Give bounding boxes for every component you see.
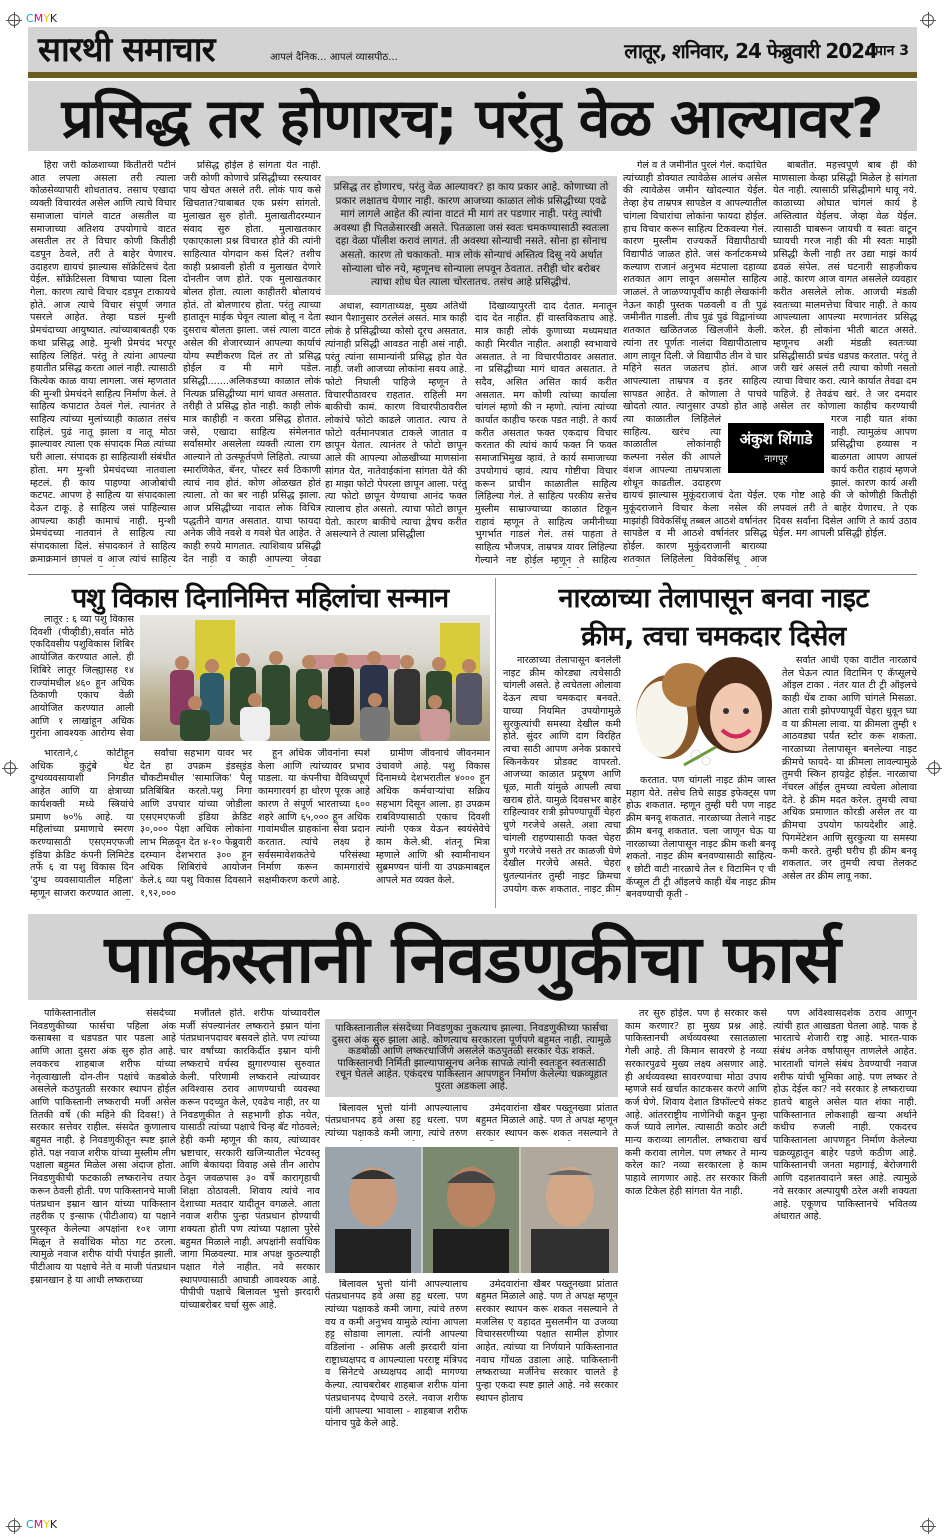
article4-column [625,1008,767,1516]
cmyk-k: K [49,12,58,25]
article-text: लातूर : ६ व्या पशु विकास दिवशी (पीव्हीडी),सर्वात मोठे एकदिवसीय पशुविकास शिबिर आयोजित करण्यात आले. ही शिबिरे लातूर जिल्ह्यासह १४ राज्यांमधील ४६० हून अधिक ठिकाणी एकाच वेळी आयोजित करण्यात आली आणि १ लाखांहून अधिक गुरांना आवश्यक आरोग्य सेवा [30,614,134,740]
article2-column [140,748,252,900]
article-text: भारताने,८ कोटीहून अधिक कुटुंबे थेट दुग्धव्यवसायाशी निगडीत आहेत आणि या क्षेत्राच्या कार्यशक्ती मध्ये स्त्रियांचे प्रमाण ७०% आहे. या महिलांच्या प्रमाणाचे स्मरण करण्यासाठी एसएमएफजी इंडिया क्रेडिट कंपनी लिमिटेड तर्फे ६ वा पशु विकास दिन 'दुग्ध व्यवसायातील महिला' म्हणून साजरा करण्यात आला. [30,748,134,899]
newspaper-logo: सारथी समाचार [38,30,215,70]
pakistan-leaders-photo [325,1147,618,1273]
issue-date: लातूर, शनिवार, 24 फेब्रुवारी 2024 [624,39,877,63]
article-text: अधाश, स्वागताध्यक्ष, मुख्य अतिथी स्थान पैशानुसार ठरलेलं असतं. मात्र काही लोकं हे प्रसिद्धीच्या कोसो दूरच असतात. त्यांनाही प्रसिद्धी आवडत नाही असं नाही. परंतु त्यांना सामान्यांनी प्रसिद्ध होत येत नाही. जशी आजच्या लोकांना सवय आहे. फोटो निघाली पाहिजे म्हणून ते विचारपीठावरच राहतात. राहिली मग बाकीची कामं. कारण विचारपीठावरील लोकांचे फोटो काढले जातात. त्याच ते फोटो वर्तमानपत्रात टाकले जातात व छापून येतात. त्यानंतर ते फोटो छापून आले की आपल्या ओळखीच्या माणसांना सांगत येत, नातेवाईकांना सांगता येते की हा माझा फोटो पेपरला छापून आला. परंतु त्या फोटो छापून येण्याचा आनंद फक्त त्यालाच होत असतो. त्याचा फोटो छापून येतो. कारण बाकीचे त्याचा द्वेषच करीत असल्याने ते त्याला प्रसिद्धीला [325,300,467,541]
masthead-divider [28,72,917,78]
article1-column [623,160,767,567]
article2-column [258,748,370,900]
article4-column [180,1008,320,1516]
article4-center-columns-bottom [325,1279,618,1517]
article-text: प्रसिद्ध होईल हे सांगता येत नाही. जरी कोणी कोणाचे प्रसिद्धीच्या रस्त्यावर पाय खेचत असले तरी. लोकं पाय कसे खिचतात?याबाबत एक प्रसंग सांगतो. मुलाखत सुरु होती. मुलाखतीदरम्यान संवाद सुरु होता. मुलाखतकार एकाएकाला प्रश्न विचारत होते की त्यांनी साहित्यात योगदान कसं दिलं? तशीच काही प्रश्नावली होती व मुलाखत देणारे दोनतीन जण होते. एक मुलाखतकार बोलत होता. त्याला काहीतरी बोलायचं होतं. तो बोलणारच होता. परंतु त्याच्या हातातून माईक घेवून त्याला बोलू न देता दुसराच बोलता झाला. जसं त्याला वाटत असेल की शेजारच्यानं आपल्या कार्याचं योग्य स्पष्टीकरण दिलं तर तो प्रसिद्ध होईल व मी मागे पडेल. प्रसिद्धी.......अलिकडच्या काळात लोकं नित्यक्र प्रसिद्धीच्या मागं धावत असतात. तरीही ते प्रसिद्ध होत नाही. काही लोकं मात्र काहीही न करता प्रसिद्ध होतात. जसे, एखादा साहित्य संमेलनात सर्वांसमोर असलेला व्यक्ती त्याला राग आल्याने तो उत्स्फूर्तपणे लिहितो. त्याच्या स्मारणिकेत, बॅनर, पोस्टर सर्व ठिकाणी त्याचं नाव होतं. कोण ओळखत होतं त्याला. तो का बर नाही प्रसिद्ध झाला. आज प्रसिद्धीच्या नादात लोक विचित्र पद्धतीने वागत असतात. याचा फायदा अनेक जीवे नवशे व गवशे घेत आहेत. ते काही रुपये मागतात. त्याशिवाय प्रसिद्धी देत नाही व काही आपल्या जेवढा [183,160,321,565]
article4-column [476,1103,619,1141]
tagline: आपलं दैनिक... आपलं व्यासपीठ... [270,52,398,63]
article4-column [325,1103,468,1141]
article-text: पण अविश्वासदर्शक ठराव आणून त्यांची हात आखडता घेतला आहे. पाक हे भारताचे शेजारी राष्ट्र आहे. भारत-पाक संबंध अनेक वर्षांपासून ताणलेले आहेत. भारताशी चांगले संबंध ठेवण्याची नवाज शरीफ यांची भूमिका आहे. पण लष्कर ते होऊ देईल का? नवे सरकार हे लष्कराच्या हातचे बाहुले असेल यात शंका नाही. पाकिस्तानात लोकशाही खऱ्या अर्थाने कधीच रुजली नाही. एकदरच पाकिस्तानला आपणहून निर्माण केलेल्या चक्रव्यूहातून बाहेर पडणे कठीण आहे. पाकिस्तानची जनता महागाई, बेरोजगारी आणि दहशतवादाने त्रस्त आहे. त्यामुळे नवे सरकार अल्पायुषी ठरेल अशी शक्यता आहे. एकूणच पाकिस्तानचे भवितव्य अंधारात आहे. [773,1008,917,1223]
article4-pull-quote: पाकिस्तानातील संसदेच्या निवडणुका नुकत्याच झाल्या. निवडणुकीच्या फार्सचा दुसरा अंक सुरु झाला आहे. कोणत्याच सरकारला पूर्णपणे बहुमत नाही. त्यामुळे कडबोळी आणि लष्करधार्जिणे असलेले कठपुतळी सरकार येऊ शकते. पाकिस्तानची निर्मिती झाल्यापासूनच अनेक सापळे त्यांनी स्वतःहून स्वतःसाठी रचून घेतले आहेत. एकंदरच पाकिस्तान आपणहून निर्माण केलेल्या चक्रव्यूहात पुरता अडकला आहे. [325,1019,618,1097]
article-text: दिखाव्यापुरती दाद देतात. मनातून दाद देत नाहीत. हीं वास्तविकताच आहे. मात्र काही लोकं कुणाच्या मध्यमधात काही मिरवीत नाहीत. अशाही स्वभावाचे असतात. ते ना विचारपीठावर असतात. ना प्रसिद्धीच्या मागं धावत असतात. ते सदैव, असित असित कार्य करीत असतात. मग कोणी त्यांच्या कार्याला चांगलं म्हणो की न म्हणो. त्यांना त्यांच्या कार्यात काहीच फरक पडत नाही. ते कार्य करीत असतात फक्त एकदाच विचार करतात की त्यांचं कार्य फक्त नि फक्त समाजाभिमुख व्हावं. ते कार्य समाजाच्या उपयोगाचं व्हावं. त्याच गोष्टीचा विचार करून प्राचीन काळातील साहित्य लिहिल्या गेलं. ते साहित्य परकीय सत्तेच मुस्लीम साम्राज्याच्या काळात टिकून राहावं म्हणून ते साहित्य जमीनीच्या भुगर्भात गाडलं गेलं. तसं पाहता ते साहित्य भौजपत्र, ताम्रपत्र यावर लिहिल्या गेल्याने नष्ट होईल म्हणून ते साहित्य [475,300,617,566]
article1-column [325,301,467,568]
cmyk-marker [26,12,57,25]
cmyk-c: C [26,12,34,25]
article-text: मर्जीतले होते. शरीफ यांच्यावरील मर्जी संपल्यानंतर लष्कराने इम्रान यांना पंतप्रधानपदावर बसवले होते. पण त्यांच्या चार वर्षांच्या कारकिर्दीत इम्रान यांनी लष्कराचे वर्चस्व झुगारण्यास सुरुवात केली. परिणामी लष्कराने त्यांच्यावर अविश्वास ठराव आणण्याची व्यवस्था करून पदच्युत केले, एवढेच नाही, तर या निवडणुकीत ते सहभागी होऊ नयेत, यासाठी त्यांच्या पक्षाचे चिन्ह बॅट गोठवले; हेही कमी म्हणून की काय, त्यांच्यावर भ्रष्टाचार, सरकारी खजिन्यातील भेटवस्तू आणि बेकायदा विवाह असे तीन आरोप ठेवून जवळपास ३० वर्षे कारागृहाची शिक्षा ठोठावली. शिवाय त्यांचे नाव देशाच्या मतदार यादीतून वगळले. आता नवाज शरीफ पुन्हा पंतप्रधान होण्याची शक्यता होती पण त्यांच्या पक्षाला पुरेसे बहुमत मिळाले नाही. अपक्षांनी सर्वाधिक जागा मिळवल्या. मात्र अपक्ष कुठल्याही पक्षात गेले नाहीत. नवे सरकार स्थापण्यासाठी आघाडी आवश्यक आहे. पीपीपी पक्षाचे बिलावल भुत्तो झरदारी यांच्याबरोबर चर्चा सुरू आहे. [180,1008,320,1312]
article1-column [183,160,321,567]
article-text: पाकिस्तानातील संसदेच्या निवडणुकीच्या फार्सचा पहिला अंक कसाबसा व धडपडत पार पडला आहे आणि आता दुसरा अंक सुरु होत आहे. लवकरच शाहबाज शरीफ यांच्या नेतृत्वाखाली दोन-तीन पक्षांचे कडबोळे असलेले कठपुतळी सरकार स्थापन होईल आणि पाकिस्तानी लष्कराची मर्जी असेल तितकी वर्षे (की महिने की दिवस!) ते सरकार सत्तेवर राहील. संसदेत कुणालाच बहुमत नाही. हे निवडणुकीतून स्पष्ट झाले होते. पक्ष नवाज शरीफ यांच्या मुस्लीम लीग पक्षाला बहुमत मिळेल असा अंदाज होता. निवडणुकीची फटकाळी लष्करानेच तयार करून ठेवली होती. पण पाकिस्तानचे माजी पंतप्रधान इम्रान खान यांच्या पाकिस्तान तहरीक ए इन्साफ (पीटीआय) या पक्षाने पुरस्कृत केलेल्या अपक्षांना १०१ जागा मिळून ते सर्वाधिक मोठा गट ठरला. त्यामुळे नवाज शरीफ यांची पंचाईत झाली. पीटीआय या पक्षाचे नेते व माजी पंतप्रधान इम्रानखान हे या आधी लष्कराच्या [30,1008,176,1286]
registration-crosshair-icon [928,762,940,774]
article-text: सर्वांचा सहभाग यावर भर देत हा उपक्रम इंडस्इंड चौकटीमधील 'सामाजिक' पैलू प्रतिबिंबित करतो.पशु निगा आणि उपचार यांच्या जोडीला एसएमएफजी इंडिया क्रेडिट ३०,००० पेक्षा अधिक लोकांना लाभ मिळवून देत ४-१० फेब्रुवारी दरम्यान देशभरात ३०० हून अधिक शिबिरांचे आयोजन केले.६ व्या पशु विकास दिवसाने १,९२,००० [140,748,252,899]
page-number: । पान 3 [864,43,909,59]
leaders-portrait-illustration [325,1147,618,1273]
article2-headline: पशु विकास दिनानिमित्त महिलांचा सन्मान [71,583,449,614]
cmyk-c: C [26,1518,34,1531]
article3-column [503,655,621,896]
article1-center-stack [325,176,617,568]
article-text: करतात. पण चांगली नाइट क्रीम जास्त महाग येते. तसेच तिचे साइड इफेक्ट्स पण होऊ शकतात. म्हणून तुम्ही घरी पण नाइट क्रीम बनवू शकतात. नारळाच्या तेलाने नाइट क्रीम बनवू शकतात. चला जाणून घेऊ या नारळाच्या तेलापासून नाइट क्रीम कशी बनवू शकतो. नाइट क्रीम बनवण्यासाठी साहित्य- १ छोटी वाटी नारळाचे तेल १ विटामिन ए ची कॅप्सूल टी ट्री ऑइलचे काही थेंब नाइट क्रीम बनवण्याची कृती - [626,775,776,901]
article1-headline: प्रसिद्ध तर होणारच; परंतु वेळ आल्यावर? [61,87,884,150]
article4-column [325,1279,468,1517]
article1-column [773,160,917,567]
article1-center-columns [325,301,617,568]
article2-column [376,748,490,900]
article-text: गेलं व ते जमीनीत पुरलं गेलं. कदाचित त्यांच्याही डोक्यात त्यावेळेस आलंच असेल की त्यावेळेस जमीन खोदल्यात येईल. तेव्हा हेच ताम्रपत्र सापडेल व आपल्यातील चांगला विचारांचा लोकांना फायदा होईल. हाच विचार करून साहित्य टिकवल्या गेलं. कारण मुस्लीम राज्यकर्ते विद्यापीठाची विद्यापीठं जाळत होते. जसं कर्नाटकमध्ये कल्याण राजानं अनुभव मंटपाला दहाव्या शतकात आग लावून असमोल साहित्य जाळलं. ते जाळण्यापूर्वीच काही लेखकांनी नेऊन काही पुस्तक पळवली व ती पुढं जमीनीत गाडली. तीच पुढं पुढं विद्वानांच्या शतकात खळितजळ खिलजीने केली. त्यांना तर पूर्णतः नालंदा विद्यापीठालाच आग लावून दिली. जे विद्यापीठ तीन वे चार महिने सतत जळतच होतं. आज आपल्याला ताम्रपत्र व इतर साहित्य सापडत आहेत. ते कोणाला ते पाचवे खोदतो त्यात. त्यानुसार उपडो होत आहे त्या काळातील लिहिलेलं साहित्य. खरंच त्या काळातील लोकांनाही कल्पना नसेल की आपले वंशज आपल्या ताम्रपत्राला शोधून काढतील. उदाहरण द्यायचं झाल्यास मुकूंदराजाचं देता येईल. मुकूंदराजाने विचार केला नसेल की माझांही विवेकसिंधू तब्बल आठशे वर्षानंतर सापडेल व मी आठशे वर्षानंतर प्रसिद्ध होईल. कारण मुकुंदराजानी बाराव्या शतकात लिहिलेला विवेकसिंधू आज [623,160,767,565]
article2-column [30,748,134,900]
article1-pull-quote: प्रसिद्ध तर होणारच, परंतु वेळ आल्यावर? हा काय प्रकार आहे. कोणाच्या तो प्रकार लक्षातच येणार नाही. कारण आजच्या काळात लोकं प्रसिद्धीच्या एवढे मागं लागले आहेत की त्यांना वाटतं मी मागं तर पडणार नाही. परंतु त्यांची अवस्था ही पितळेसारखी असते. पितळाला जसं स्वतः चमकण्यासाठी स्वतःला दहा वेळा पॉलीश करावं लागतं. ती अवस्था सोन्याची नसते. सोना हा सोनाच असतो. कारण तो चकाकतो. मात्र लोकं सोन्याचं अस्तित्व दिसू नये अर्थात सोन्याला चोरु नये, म्हणूनच सोन्याला लपवून ठेवतात. तरीही चोर बरोबर त्याचा शोध घेत त्याला चोरतातच. तसंच आहे प्रसिद्धीचं. [325,176,617,295]
article4-center-stack [325,1019,618,1517]
article-text: हून अधिक जीवनांना स्पर्श केला आणि त्यांच्यावर प्रभाव पाडला. या कंपनीचा वैविध्यपूर्ण कामगारवर्ग हा धोरण पूरक आहे कारण ते संपूर्ण भारताच्या ६०० शहरे आणि ६५,००० हून अधिक गावांमधील ग्राहकांना सेवा प्रदान करतात. त्यांचे लक्ष्य हे सर्वसमावेशकतेचे परिसंस्था निर्माण करून कामगारांचे सक्षमीकरण करणे आहे. [258,748,370,887]
article4-column [30,1008,176,1516]
article-text: तर सुरु होईल. पण हे सरकार कसे काम करणार? हा मुख्य प्रश्न आहे. पाकिस्तानची अर्थव्यवस्था रसातळाला गेली आहे. ती किमान सावरणे हे नव्या सरकारपुढचे मुख्य लक्ष्य असणार आहे. ही अर्थव्यवस्था सावरण्याचा मोठा उपाय म्हणजे सर्व खर्चात काटकसर करणे आणि कर्ज घेणे. शिवाय देशात डिफॉल्टचे संकट आहे. आंतरराष्ट्रीय नाणेनिधी कडून पुन्हा कर्ज घ्यावे लागेल. त्यासाठी कठोर अटी मान्य कराव्या लागतील. लष्कराचा खर्च कमी करावा लागेल. पण लष्कर ते मान्य करेल का? नव्या सरकारला हे काम पाहावे लागणार आहे. तर सरकार किती काळ टिकेल हेही सांगता येत नाही. [625,1008,767,1197]
article4-center-columns-top [325,1103,618,1141]
article4-column [773,1008,917,1516]
cmyk-y: Y [43,12,50,25]
registration-crosshair-icon [922,1520,934,1532]
author-location: नागपूर [764,454,788,465]
section-divider [28,574,917,575]
article3-headline-line1: नारळाच्या तेलापासून बनवा नाइट [558,583,869,614]
article-text: बाबतीत. महत्त्वपूर्ण बाब ही की माणसाला केव्हा प्रसिद्धी मिळेल हे सांगता येत नाही. त्यासाठी प्रसिद्धीमागे धावू नये. काळाच्या ओघात चांगलं कार्य हे अस्तित्वात येईलच. जेव्हा वेळ येईल. त्यासाठी घाबरून जायची व स्वतः वाटून घ्यायची गरज नाही की मी स्वतः माझी प्रसिद्धी केली नाही तर उद्या माझं कार्य ढवळं संपेल. तसं घटनारी साहजीकच आहे. कारण आज वागत असलेले व्यवहार करीत असलेले लोक. आजची मंडळी स्वतःच्या मालमत्तेचा विचार नाही. ते काय आपल्याला आपल्या मरणानंतर प्रसिद्ध करेल. ही लोकांना भीती बाटत असते. म्हणूनच अशी मंडळी स्वतःच्या प्रसिद्धीसाठी प्रचंड धडपड करतात. परंतु ते जरी खरं असलं तरी त्याचा कोणी नसतो त्याचा विचार करा. त्याने कार्यात तेवढा दम पाहिजे. हे तेवढंच खरं. ते जर दमदार असेल तर कोणाला काहीच करण्याची गरज नाही यात शंका नाही. त्यामुळंच आपण प्रसिद्धीचा हव्यास न बाळगता आपण आपलं कार्य करीत राहावं म्हणजे झालं. कारण कार्य अशी एक गोष्ट आहे की जे कोणीही कितीही लपवलं तरी ते बाहेर येणारच. ते एक दिवस सर्वांना दिसेल आणि ते कार्य उठाव घेईल. मग आपली प्रसिद्धी होईल. [773,160,917,540]
article-text: उमेदवारांना खैबर पख्तूनख्वा प्रांतात बहुमत मिळाले आहे. पण ते अपक्ष म्हणून सरकार स्थापन करू शकत नसल्याने ते मजलिस ए वहादत मुसलमीन या उजव्या विचारसरणीच्या पक्षात सामील होणार आहेत. त्यांच्या या निर्णयाने पाकिस्तानात नवाच गोंधळ उडाला आहे. पाकिस्तानी लष्कराच्या मर्जीनेच सरकार चालते हे पुन्हा एकदा स्पष्ट झाले आहे. नवे सरकार स्थापन होताच [475,1278,618,1404]
cmyk-m: M [33,12,44,25]
column-divider [495,578,496,908]
article-text: नारळाच्या तेलापासून बनलेली नाइट क्रीम कोरड्या त्वचेसाठी चांगली असते. हे त्वचेतला ओलावा देऊन त्वचा चमकदार बनवते. याच्या नियमित उपयोगामुळे सुरकुत्यांची समस्या देखील कमी होते. सुंदर आणि दाग विरहित त्वचा साठी आपण अनेक प्रकारचे स्किनकेयर प्रोडक्ट वापरतो. आजच्या काळात प्रदूषण आणि धूळ, माती यांमुळे आपली त्वचा खराब होते. यामुळे दिवसभर बाहेर राहिल्यावर रात्री झोपण्यापूर्वी चेहरा धुणे गरजेचे असते. अशा त्वचा चांगली राहण्यासाठी फक्त चेहरा धुणे गरजेचे नसते तर काळजी घेणे देखील गरजेचे असते. चेहरा धुतल्यानंतर तुम्ही नाइट क्रिमचा उपयोग करू शकतात. नाइट क्रीम [503,655,621,895]
registration-crosshair-icon [8,14,20,26]
article-text: हिरा जरी कोळशाच्या कितीतरी पटीनं आत लपला असला तरी त्याला कोळसेव्यापारी शोधतातच. तसाच एखादा व्यक्ती विचारवंत असेल आणि त्याचे विचार समाजाला चांगले वाटत असतील वा समाजाच्या अतिशय उपयोगाचे वाटत असतील तर ते विचार कोणी कितीही दडपून ठेवले, तरी ते बाहेर येणारच. उदाहरण द्यायचं झाल्यास सॉक्रेटिसचं देता येईल. सॉक्रेटिसला विषाचा प्याला दिला गेला. कारण त्याचे विचार दडपून टाकायचे होते. आज त्याचे विचार संपूर्ण जगात पसरले आहेत. तेव्हा घडलं मुन्शी प्रेमचंदाच्या आयुष्यात. त्यांच्याबाबतही एक कथा प्रसिद्ध आहे. मुन्शी प्रेमचंद भरपूर साहित्य लिहितं. परंतु ते त्यांना आपल्या हयातीत प्रसिद्ध करता आलं नाही. त्यासाठी कित्येक काळ वाया लागला. जसं म्हणतात की मुन्शी प्रेमचंदने साहित्य निर्माण केलं. ते साहित्य कपाटात ठेवलं गेलं. त्यानंतर ते साहित्य त्यांच्या मुलांच्याही काळात तसंच राहिलं. पुढं नातू झाला व नातू मोठा झाल्यावर त्याला एक संपादक मिळ त्यांच्या घरी आला. संपादक हा साहित्याशी संबंधीत होता. मग मुन्शी प्रेमचंदच्या नातवाला म्हटलं. ही काय पाहण्या आजोबांची कटपट. आपण हे साहित्य या संपादकाला देऊन टाकू. हे साहित्य जसं पाहिल्यास आपल्या काही कामाचं नाही. मुन्शी प्रेमचंदच्या नातवानं ते साहित्य त्या संपादकाला दिलं. संपादकानं ते साहित्य क्रमाक्रमानं छापलं व आज त्यांचं साहित्य [30,160,176,565]
article1-column [475,301,617,568]
registration-crosshair-icon [922,14,934,26]
article4-column [476,1279,619,1517]
group-photo-illustration [140,615,490,741]
article3-column [782,655,917,896]
article3-column [626,775,776,902]
cmyk-marker [26,1518,57,1531]
article-text: उमेदवारांना खैबर पख्तूनख्वा प्रांतात बहुमत मिळाले आहे. पण ते अपक्ष म्हणून सरकार स्थापन करू शकत नसल्याने ते [475,1102,618,1139]
author-byline [728,423,824,473]
author-name: अंकुश शिंगाडे [739,430,813,448]
article-text: बिलावल भुत्तो यांनी आपल्यालाच पंतप्रधानपद हवे असा हट्ट धरला. पण त्यांच्या पक्षाकडे कमी जागा, त्यांचे तरुण वय व कमी अनुभव यामुळे त्यांना आपला हट्ट सोडावा लागला. त्यांनी आपल्या वडिलांना - असिफ अली झरदारी यांना राष्ट्राध्यक्षपद व आपल्याला परराष्ट्र मंत्रिपद व सिनेटचे अध्यक्षपद आदी मागण्या केल्या. त्याचबरोबर शाहबाज शरीफ यांना पंतप्रधानपद देण्याचे ठरले. नवाज शरीफ यांनी आपल्या भावाला - शाहबाज शरीफ यांनाच पुढे केले आहे. [325,1278,468,1430]
registration-crosshair-icon [8,1520,20,1532]
coconut-skin-photo [626,655,776,770]
event-group-photo [140,615,490,741]
cmyk-m: M [33,1518,44,1531]
article1-headline-box [28,81,917,151]
cmyk-k: K [49,1518,58,1531]
cmyk-y: Y [43,1518,50,1531]
article1-column [30,160,176,567]
article4-headline: पाकिस्तानी निवडणुकीचा फार्स [104,921,841,998]
article3-headline-line2: क्रीम, त्वचा चमकदार दिसेल [581,621,846,652]
article-text: बिलावल भुत्तो यांनी आपल्यालाच पंतप्रधानपद हवे असा हट्ट धरला. पण त्यांच्या पक्षाकडे कमी जागा, त्यांचे तरुण [325,1102,468,1139]
coconut-woman-illustration [626,655,776,770]
masthead [28,27,917,72]
article-text: ग्रामीण जीवनाचे जीवनमान उंचावणे आहे. पशु विकास दिनामध्ये देशभरातील ४००० हून अधिक कर्मचाऱ्यांचा सक्रिय सहभाग दिसून आला. हा उपक्रम राबविण्यासाठी एकाच दिवशी त्यांनी एकत्र येऊन स्वयंसेवेचे काम केले.श्री. शंतनू मित्रा म्हणाले आणि श्री स्वामीनाथन सुब्रमण्यन यांनी या उपक्रमाबद्दल आपले मत व्यक्त केले. [376,748,490,887]
registration-crosshair-icon [4,762,16,774]
article-text: सर्वात आधी एका वाटीत नारळाचे तेल घेऊन त्यात विटामिन ए कॅप्सूलचे ऑइल टाका . नंतर यात टी ट्री ऑइलचे काही थेंब टाका आणि चांगले मिसळा. आता रात्री झोपण्यापूर्वी चेहरा धुवून घ्या व या क्रीमला लावा. या क्रीमला तुम्ही १ आठवड्या पर्यंत स्टोर करू शकता. नारळाच्या तेलापासून बनलेल्या नाइट क्रीमचे फायदे- या क्रीमला लावल्यामुळे तुमची स्किन हायड्रेट होईल. नारळाचा नॅचरल ऑईल तुमच्या त्वचेला ओलावा देते. हे क्रीम मदत करेल. तुमची त्वचा अधिक प्रमाणात कोरडी असेल तर या क्रीमचा उपयोग फायदेशीर आहे. पिगमेंटेशन आणि सुरकुत्या या समस्या कमी करते. तुम्ही घरीच ही क्रीम बनवू शकतात. जर तुमची त्वचा तेलकट असेल तर क्रीम लावू नका. [782,655,917,882]
article2-column [30,614,134,741]
article4-headline-box [28,914,917,1000]
